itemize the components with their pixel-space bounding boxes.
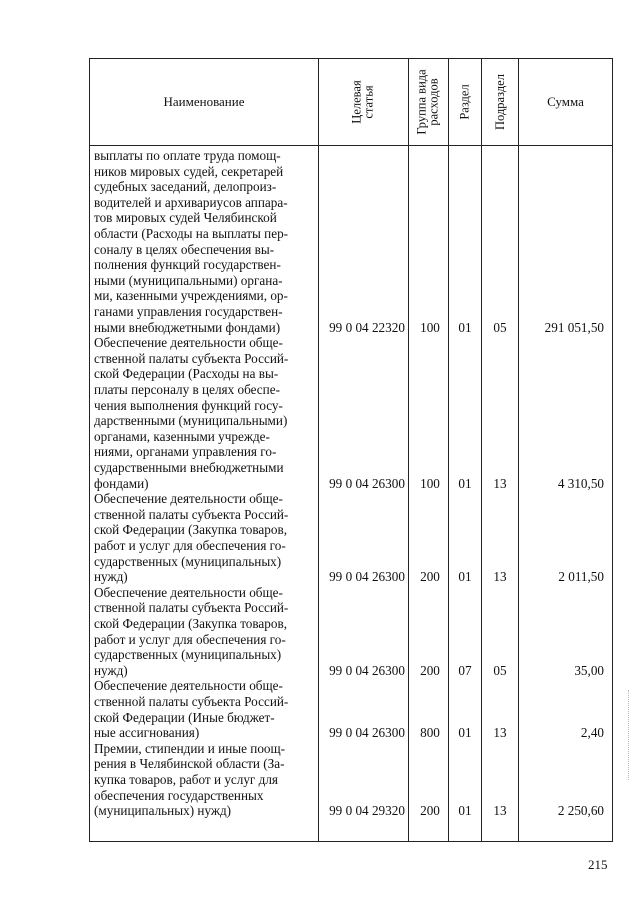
row-name-line: ми, казенными учреждениями, ор- bbox=[94, 288, 288, 304]
row-name bbox=[94, 741, 309, 819]
row-name-line: водителей и архивариусов аппара- bbox=[94, 194, 288, 210]
row-group: 200 bbox=[420, 662, 440, 678]
header-group bbox=[408, 59, 448, 145]
row-subsection: 05 bbox=[493, 319, 507, 335]
row-name-line: нужд) bbox=[94, 569, 128, 585]
row-name-line: Обеспечение деятельности обще- bbox=[94, 335, 283, 351]
row-sum: 2,40 bbox=[580, 725, 604, 741]
row-group: 100 bbox=[420, 475, 440, 491]
header-group-label bbox=[416, 69, 440, 134]
row-code: 99 0 04 22320 bbox=[329, 319, 405, 335]
table-row bbox=[90, 148, 612, 335]
row-code: 99 0 04 29320 bbox=[329, 803, 405, 819]
edge-mark bbox=[628, 690, 630, 780]
header-code bbox=[318, 59, 408, 145]
header-section-label: Раздел bbox=[457, 84, 472, 120]
row-name-line: ными (муниципальными) органа- bbox=[94, 272, 283, 288]
row-name-line: сударственных (муниципальных) bbox=[94, 647, 282, 663]
row-section: 07 bbox=[458, 662, 472, 678]
row-section: 01 bbox=[458, 475, 472, 491]
row-group: 200 bbox=[420, 803, 440, 819]
row-code: 99 0 04 26300 bbox=[329, 662, 405, 678]
row-name bbox=[94, 585, 309, 679]
row-sum: 35,00 bbox=[574, 662, 604, 678]
row-name-line: Премии, стипендии и иные поощ- bbox=[94, 740, 286, 756]
row-section: 01 bbox=[458, 319, 472, 335]
row-name-line: области (Расходы на выплаты пер- bbox=[94, 225, 289, 241]
row-sum: 2 011,50 bbox=[558, 569, 604, 585]
row-name-line: ными внебюджетными фондами) bbox=[94, 319, 281, 335]
row-subsection: 13 bbox=[493, 475, 507, 491]
table-header bbox=[89, 58, 613, 146]
table-row bbox=[90, 491, 612, 585]
header-name bbox=[90, 59, 318, 145]
row-sum: 291 051,50 bbox=[544, 319, 604, 335]
row-name bbox=[94, 491, 309, 585]
row-name-line: (муниципальных) нужд) bbox=[94, 803, 232, 819]
row-name-line: ской Федерации (Иные бюджет- bbox=[94, 709, 275, 725]
row-name-line: Обеспечение деятельности обще- bbox=[94, 491, 283, 507]
row-name-line: сударственных (муниципальных) bbox=[94, 553, 282, 569]
row-name-line: соналу в целях обеспечения вы- bbox=[94, 241, 275, 257]
row-subsection: 13 bbox=[493, 803, 507, 819]
row-name-line: ственной палаты субъекта Россий- bbox=[94, 600, 289, 616]
row-name-line: рения в Челябинской области (За- bbox=[94, 756, 285, 772]
table-row bbox=[90, 335, 612, 491]
row-name-line: фондами) bbox=[94, 475, 149, 491]
row-section: 01 bbox=[458, 725, 472, 741]
page-number: 215 bbox=[588, 857, 608, 872]
row-name-line: полнения функций государствен- bbox=[94, 257, 281, 273]
row-name-line: чения выполнения функций госу- bbox=[94, 397, 283, 413]
header-section bbox=[448, 59, 481, 145]
row-name-line: судебных заседаний, делопроиз- bbox=[94, 179, 277, 195]
header-code-label bbox=[351, 80, 375, 123]
row-subsection: 13 bbox=[493, 569, 507, 585]
row-sum: 4 310,50 bbox=[557, 475, 604, 491]
row-name bbox=[94, 148, 309, 335]
table-row bbox=[90, 678, 612, 740]
row-name-line: купка товаров, работ и услуг для bbox=[94, 771, 278, 787]
row-subsection: 05 bbox=[493, 662, 507, 678]
row-name bbox=[94, 678, 309, 740]
row-subsection: 13 bbox=[493, 725, 507, 741]
row-name-line: ников мировых судей, секретарей bbox=[94, 163, 284, 179]
row-name-line: ской Федерации (Закупка товаров, bbox=[94, 522, 287, 538]
row-name-line: ганами управления государствен- bbox=[94, 303, 283, 319]
row-name bbox=[94, 335, 309, 491]
row-name-line: нужд) bbox=[94, 662, 128, 678]
row-code: 99 0 04 26300 bbox=[329, 569, 405, 585]
row-section: 01 bbox=[458, 569, 472, 585]
row-group: 800 bbox=[420, 725, 440, 741]
row-name-line: работ и услуг для обеспечения го- bbox=[94, 631, 286, 647]
header-sum-label: Сумма bbox=[547, 94, 584, 109]
row-name-line: Обеспечение деятельности обще- bbox=[94, 584, 283, 600]
row-name-line: платы персоналу в целях обеспе- bbox=[94, 381, 280, 397]
row-name-line: ской Федерации (Закупка товаров, bbox=[94, 615, 287, 631]
row-section: 01 bbox=[458, 803, 472, 819]
row-name-line: тов мировых судей Челябинской bbox=[94, 210, 277, 226]
row-code: 99 0 04 26300 bbox=[329, 725, 405, 741]
row-name-line: выплаты по оплате труда помощ- bbox=[94, 148, 281, 163]
header-code-line1: Целевая bbox=[350, 80, 364, 124]
row-name-line: дарственными (муниципальными) bbox=[94, 413, 288, 429]
row-group: 200 bbox=[420, 569, 440, 585]
row-name-line: ственной палаты субъекта Россий- bbox=[94, 506, 289, 522]
table-row bbox=[90, 585, 612, 679]
row-sum: 2 250,60 bbox=[557, 803, 604, 819]
row-name-line: ные ассигнования) bbox=[94, 725, 200, 741]
row-name-line: ственной палаты субъекта Россий- bbox=[94, 350, 289, 366]
row-name-line: Обеспечение деятельности обще- bbox=[94, 678, 283, 694]
budget-table bbox=[89, 58, 613, 842]
row-name-line: сударственными внебюджетными bbox=[94, 459, 284, 475]
header-subsection bbox=[481, 59, 518, 145]
header-subsection-label: Подраздел bbox=[492, 74, 507, 130]
row-name-line: ниями, органами управления го- bbox=[94, 444, 277, 460]
row-code: 99 0 04 26300 bbox=[329, 475, 405, 491]
header-group-line1: Группа вида bbox=[415, 69, 430, 135]
header-sum bbox=[518, 59, 613, 145]
table-row bbox=[90, 741, 612, 819]
row-name-line: работ и услуг для обеспечения го- bbox=[94, 537, 286, 553]
row-name-line: органами, казенными учрежде- bbox=[94, 428, 270, 444]
row-name-line: обеспечения государственных bbox=[94, 787, 264, 803]
header-code-line2: статья bbox=[362, 85, 376, 119]
header-name-label: Наименование bbox=[163, 94, 245, 109]
row-group: 100 bbox=[420, 319, 440, 335]
header-group-line2: расходов bbox=[427, 78, 442, 126]
table-body bbox=[89, 146, 613, 842]
row-name-line: ской Федерации (Расходы на вы- bbox=[94, 366, 279, 382]
row-name-line: ственной палаты субъекта Россий- bbox=[94, 693, 289, 709]
